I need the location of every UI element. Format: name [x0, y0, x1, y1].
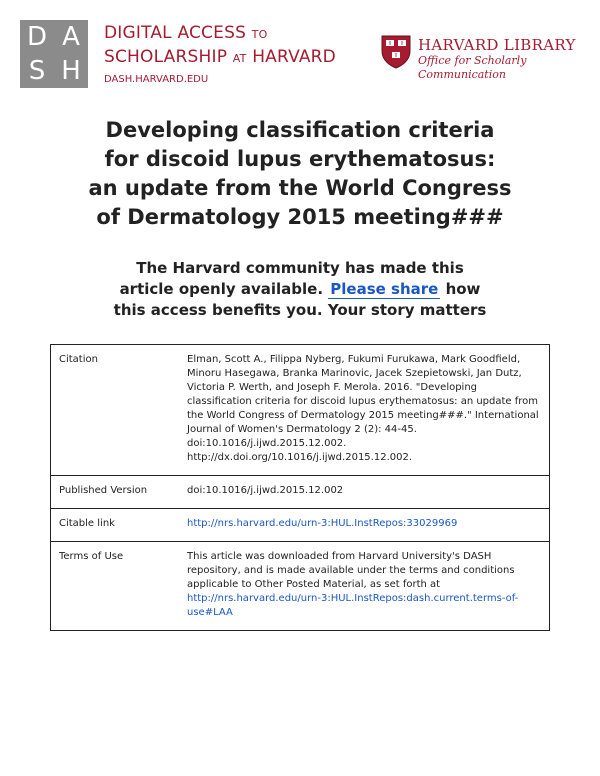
terms-of-use-text: This article was downloaded from Harvard University's DASH repository, and is made available under the terms and conditions applicable to Other Posted Material, as set forth at [187, 551, 515, 590]
dash-logo-letter: D [26, 22, 48, 52]
title-line: of Dermatology 2015 meeting### [96, 205, 504, 229]
terms-of-use-label: Terms of Use [51, 542, 180, 631]
dash-logo-letter: S [28, 56, 46, 86]
library-office: Office for Scholarly Communication [418, 54, 527, 81]
title-line: Developing classification criteria [105, 118, 495, 142]
citable-link-label: Citable link [51, 509, 180, 542]
metadata-table [50, 344, 550, 631]
harvard-shield-icon [381, 35, 411, 69]
published-version-value: doi:10.1016/j.ijwd.2015.12.002 [179, 476, 550, 509]
citable-link-cell [179, 509, 550, 542]
library-name: HARVARD LIBRARY [418, 36, 576, 54]
dash-title [104, 22, 336, 88]
document-title [20, 116, 580, 232]
please-share-link[interactable]: Please share [330, 280, 439, 298]
notice-line1: The Harvard community has made this [136, 259, 464, 277]
dash-title-line2: SCHOLARSHIP AT HARVARD [104, 47, 336, 67]
table-row [51, 476, 550, 509]
citation-label: Citation [51, 345, 180, 476]
dash-logo-letter: A [62, 22, 80, 52]
published-version-label: Published Version [51, 476, 180, 509]
dash-url[interactable]: DASH.HARVARD.EDU [104, 74, 209, 85]
table-row [51, 345, 550, 476]
table-row [51, 542, 550, 631]
open-access-notice [20, 258, 580, 321]
citation-value: Elman, Scott A., Filippa Nyberg, Fukumi Furukawa, Mark Goodfield, Minoru Hasegawa, Branka Marinovic, Jacek Szepietowski, Jan Dutz, Victoria P. Werth, and Joseph F. Merola. 2016. "Developing classification criteria for discoid lupus erythematosus: an update from the World Congress of Dermatology 2015 meeting###." International Journal of Women's Dermatology 2 (2): 44-45. doi:10.1016/j.ijwd.2015.12.002. http://dx.doi.org/10.1016/j.ijwd.2015.12.002. [179, 345, 550, 476]
citable-link[interactable]: http://nrs.harvard.edu/urn-3:HUL.InstRepos:33029969 [187, 518, 458, 529]
terms-of-use-link[interactable]: http://nrs.harvard.edu/urn-3:HUL.InstRepos:dash.current.terms-of-use#LAA [187, 593, 519, 618]
dash-logo [20, 20, 88, 88]
title-line: for discoid lupus erythematosus: [104, 147, 496, 171]
dash-logo-letter: H [61, 56, 81, 86]
notice-line2: article openly available. Please share how [119, 280, 481, 298]
dash-title-line1: DIGITAL ACCESS TO [104, 23, 268, 43]
title-line: an update from the World Congress [88, 176, 512, 200]
table-row [51, 509, 550, 542]
harvard-library-wordmark [418, 37, 600, 82]
terms-of-use-cell [179, 542, 550, 631]
notice-line3: this access benefits you. Your story matters [113, 301, 487, 319]
